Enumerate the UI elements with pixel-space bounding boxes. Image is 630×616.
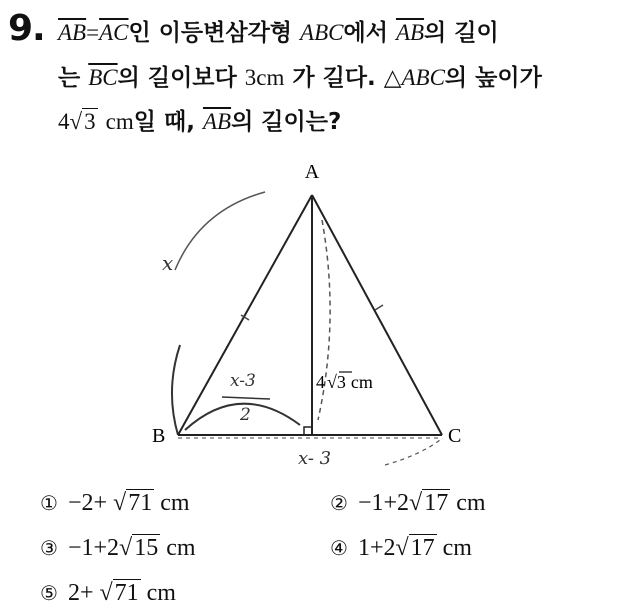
segment-ab: $\overline{AB}$ (58, 20, 87, 45)
choice-3-sqrt: √15 (119, 535, 159, 561)
question-text-7: 의 높이가 (444, 65, 542, 91)
choice-3-prefix: −1+2 (67, 535, 120, 561)
note-fraction-bar (222, 397, 270, 399)
note-bottom: x- 3 (298, 448, 332, 469)
choice-5-radicand: 71 (114, 580, 139, 606)
triangle-abc-2: ABC (401, 65, 445, 90)
vertex-c-label: C (448, 425, 462, 447)
choice-4-sqrt: √17 (395, 535, 435, 561)
question-text-5: 의 길이보다 (117, 65, 245, 91)
height-coefficient: 4 (58, 109, 70, 134)
note-lower: 2 (240, 405, 251, 425)
choice-1-unit: cm (154, 490, 190, 516)
choice-5-sqrt: √71 (99, 580, 139, 606)
note-x-left: x (162, 251, 174, 275)
radicand-three: 3 (84, 109, 96, 134)
height-rad: 3 (336, 372, 346, 392)
choice-2-prefix: −1+2 (357, 490, 410, 516)
triangle-symbol: △ (383, 65, 402, 90)
choice-1-radicand: 71 (128, 490, 153, 516)
vertex-a-label: A (304, 161, 320, 183)
question-line-3 (58, 103, 341, 136)
question-text-6: 가 길다. (284, 65, 384, 91)
choice-4-prefix: 1+2 (357, 535, 396, 561)
unit-cm-2: cm (105, 109, 134, 134)
compass-arc (175, 192, 265, 270)
question-text-2: 에서 (343, 20, 396, 46)
choice-3-unit: cm (160, 535, 196, 561)
tick-ac (375, 305, 383, 310)
equals-sign: = (86, 20, 100, 45)
choice-2-number: ② (330, 491, 348, 515)
choice-1[interactable] (40, 490, 190, 517)
right-angle-mark (304, 427, 312, 435)
triangle-figure (140, 150, 470, 475)
side-ac (312, 195, 442, 435)
choice-4-unit: cm (436, 535, 472, 561)
value-three: 3 (244, 65, 257, 90)
unit-cm-1: cm (256, 65, 285, 90)
choice-2-sqrt: √17 (409, 490, 449, 516)
choice-5[interactable] (40, 580, 176, 607)
triangle-abc: ABC (300, 20, 344, 45)
choice-4[interactable] (330, 535, 472, 562)
note-upper: x-3 (230, 371, 256, 391)
side-ab (178, 195, 312, 435)
question-text-4: 는 (58, 65, 89, 91)
choice-1-prefix: −2+ (67, 490, 114, 516)
height-coef: 4 (316, 372, 325, 392)
height-label (316, 372, 373, 392)
choice-3[interactable] (40, 535, 196, 562)
question-text-1: 인 이등변삼각형 (128, 20, 301, 46)
choice-3-number: ③ (40, 536, 58, 560)
choice-2-radicand: 17 (424, 490, 449, 516)
choice-1-number: ① (40, 491, 58, 515)
question-line-2 (58, 59, 542, 92)
choice-4-radicand: 17 (410, 535, 435, 561)
base-arc-right (385, 440, 440, 465)
side-arc-left (172, 345, 180, 435)
choice-2[interactable] (330, 490, 486, 517)
choice-3-radicand: 15 (134, 535, 159, 561)
segment-ab-2: $\overline{AB}$ (395, 20, 425, 45)
choice-5-unit: cm (140, 580, 176, 606)
question-number: 9. (8, 8, 45, 49)
choice-1-sqrt: √71 (113, 490, 153, 516)
height-unit: cm (350, 372, 373, 392)
vertex-b-label: B (152, 425, 166, 447)
segment-ab-3: $\overline{AB}$ (202, 109, 232, 134)
question-line-1 (58, 14, 499, 47)
segment-bc: $\overline{BC}$ (88, 65, 118, 90)
choice-4-number: ④ (330, 536, 348, 560)
height-sqrt-sign: √ (327, 372, 337, 392)
choice-2-unit: cm (450, 490, 486, 516)
segment-ac: $\overline{AC}$ (99, 20, 129, 45)
choice-5-number: ⑤ (40, 581, 58, 605)
question-text-9: 의 길이는? (231, 109, 342, 135)
question-text-3: 의 길이 (424, 20, 499, 46)
choice-5-prefix: 2+ (67, 580, 100, 606)
question-text-8: 일 때, (133, 109, 203, 135)
sqrt-three: √3 (69, 109, 96, 134)
